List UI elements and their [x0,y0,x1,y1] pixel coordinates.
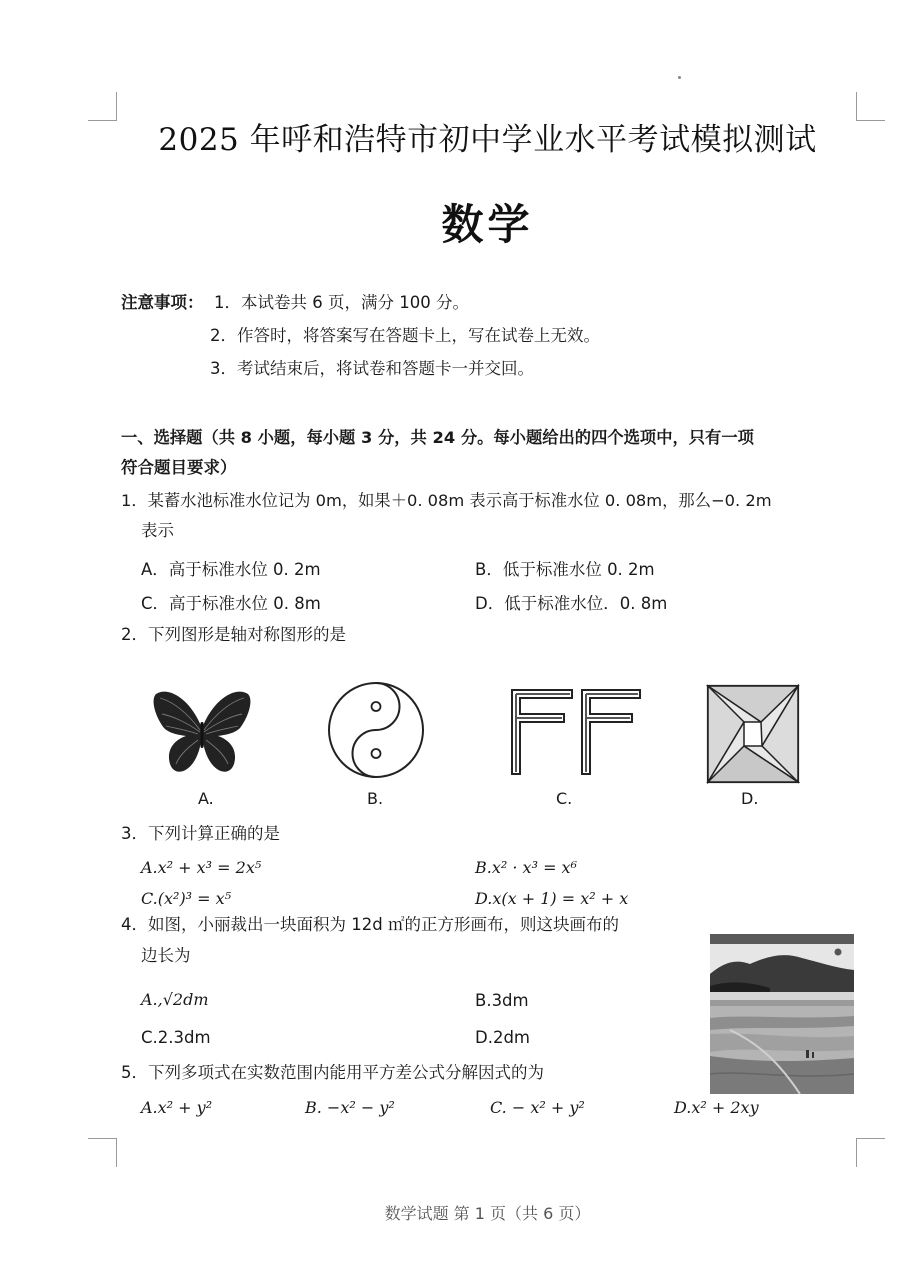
question-1-option-b: B．低于标准水位 0. 2m [475,560,655,579]
question-3-stem: 3．下列计算正确的是 [121,824,280,843]
double-f-figure [508,688,642,778]
landscape-painting-figure [710,934,854,1094]
question-4-option-d: D.2dm [475,1028,530,1047]
figure-label-a: A. [198,789,214,808]
question-5-stem: 5．下列多项式在实数范围内能用平方差公式分解因式的为 [121,1063,544,1082]
question-5-option-b: B. −x² − y² [305,1098,395,1117]
figure-label-c: C. [556,789,573,808]
question-1-option-d: D．低于标准水位．0. 8m [475,594,668,613]
subject-title: 数学 [441,200,534,249]
figure-label-d: D. [741,789,759,808]
question-3-option-d: D.x(x + 1) = x² + x [475,889,629,908]
section-heading: 一、选择题（共 8 小题，每小题 3 分，共 24 分。每小题给出的四个选项中，只有一项 [121,428,754,447]
pinwheel-square-figure [706,684,800,784]
corner-mark-bottom-left [88,1138,117,1167]
notice-label: 注意事项： [121,293,204,312]
yin-yang-figure [326,680,426,780]
question-4-option-a: A.,√2dm [141,990,209,1009]
exam-title: 2025 年呼和浩特市初中学业水平考试模拟测试 [158,122,817,158]
question-4-option-b: B.3dm [475,991,529,1010]
question-4-option-c: C.2.3dm [141,1028,211,1047]
question-1-option-a: A．高于标准水位 0. 2m [141,560,321,579]
question-2-stem: 2．下列图形是轴对称图形的是 [121,625,346,644]
question-3-option-b: B.x² · x³ = x⁶ [475,858,577,877]
notice-item: 3．考试结束后，将试卷和答题卡一并交回。 [210,359,534,378]
question-1-option-c: C．高于标准水位 0. 8m [141,594,321,613]
notice-item: 1．本试卷共 6 页，满分 100 分。 [214,293,469,312]
question-4-stem-cont: 边长为 [141,946,191,965]
figure-label-b: B. [367,789,384,808]
question-5-option-d: D.x² + 2xy [674,1098,759,1117]
question-5-option-c: C. − x² + y² [490,1098,585,1117]
notice-item: 2．作答时，将答案写在答题卡上，写在试卷上无效。 [210,326,600,345]
section-heading-cont: 符合题目要求） [121,458,237,477]
stray-dot [678,76,681,79]
question-5-option-a: A.x² + y² [141,1098,213,1117]
page-footer: 数学试题 第 1 页（共 6 页） [384,1204,591,1223]
corner-mark-bottom-right [856,1138,885,1167]
butterfly-figure [150,688,254,778]
question-1-stem-cont: 表示 [141,521,174,540]
question-3-option-c: C.(x²)³ = x⁵ [141,889,232,908]
question-3-option-a: A.x² + x³ = 2x⁵ [141,858,262,877]
question-1-stem: 1．某蓄水池标准水位记为 0m，如果＋0. 08m 表示高于标准水位 0. 08m，那么−0. 2m [121,491,772,510]
question-4-stem: 4．如图，小丽裁出一块面积为 12d ㎡的正方形画布，则这块画布的 [121,915,619,934]
